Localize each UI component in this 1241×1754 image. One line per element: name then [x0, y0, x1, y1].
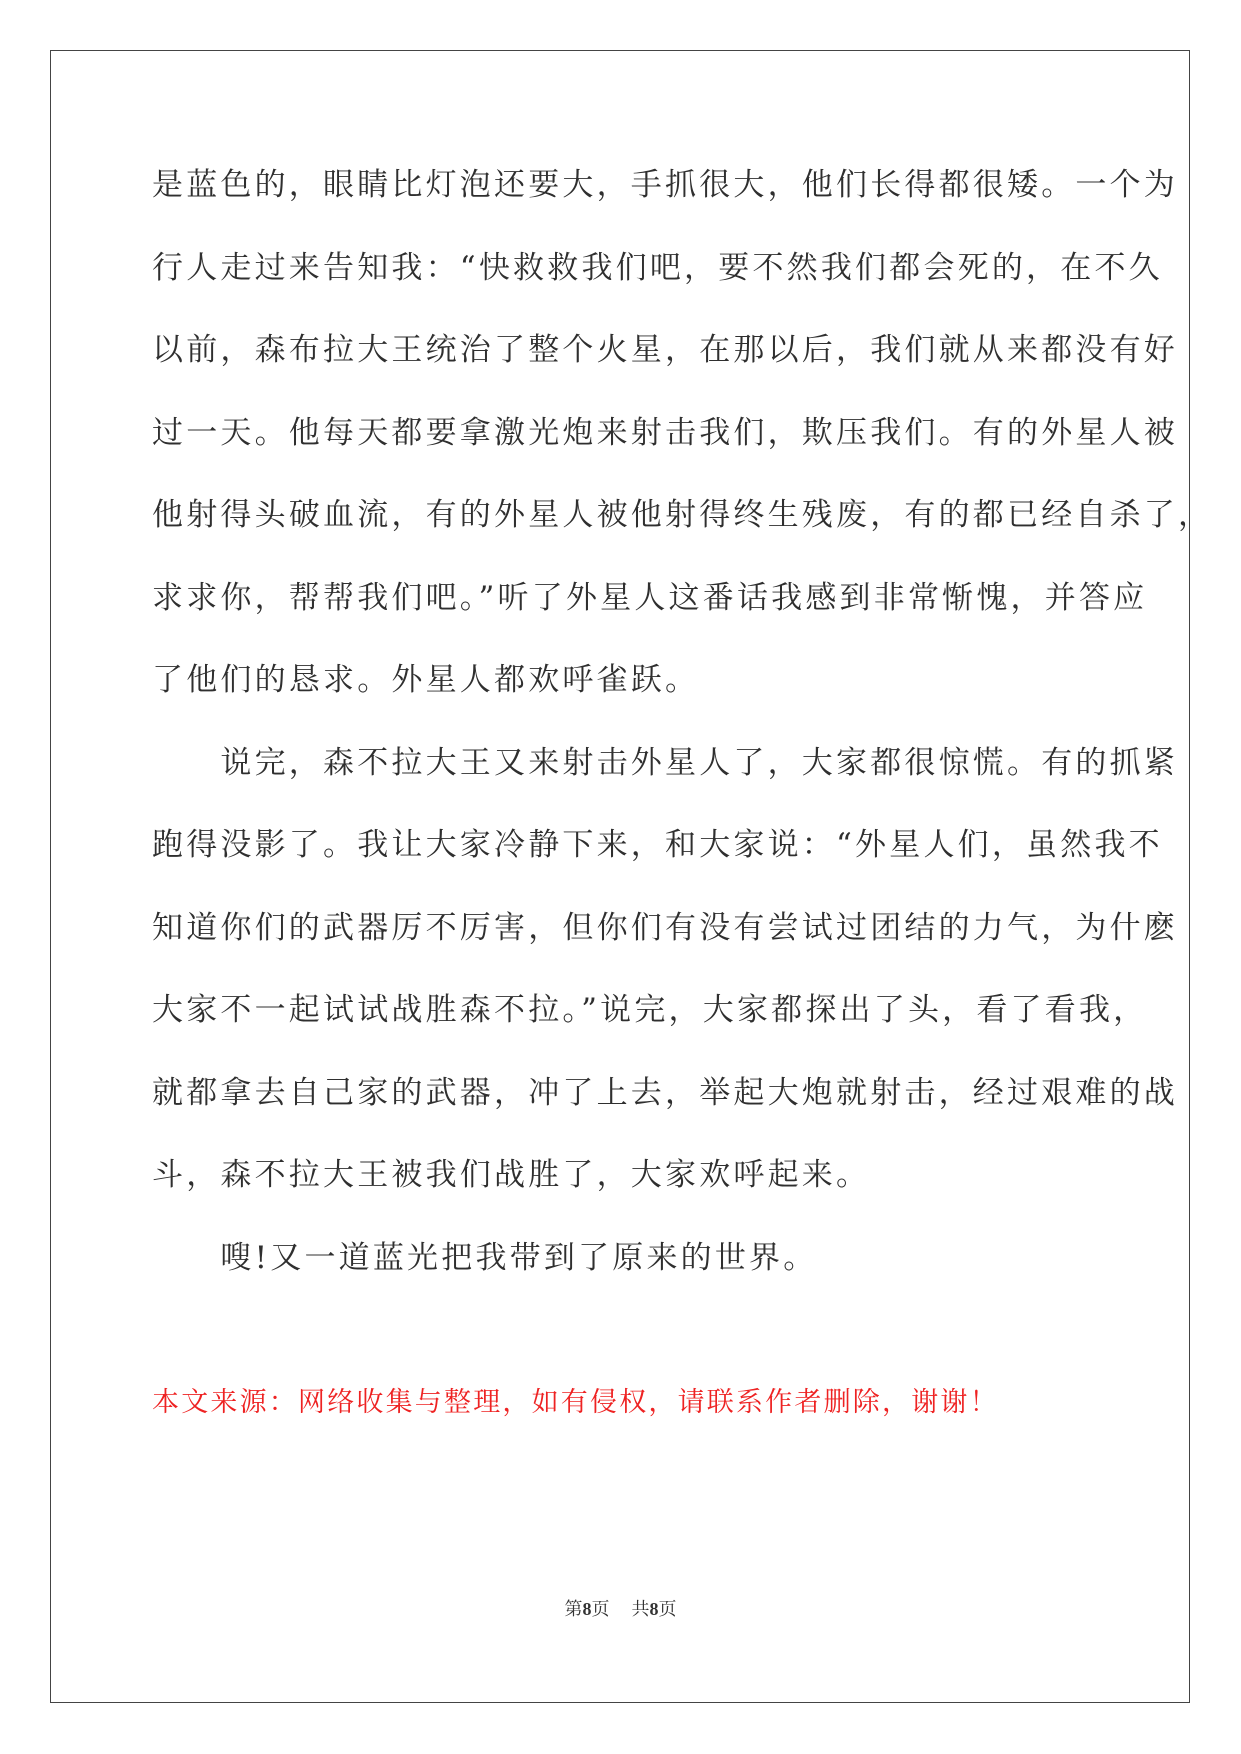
page-footer: [0, 1595, 1241, 1621]
body-line: 求求你，帮帮我们吧。”听了外星人这番话我感到非常惭愧，并答应: [152, 579, 1148, 616]
total-prefix: 共: [631, 1599, 650, 1619]
page-prefix: 第: [564, 1599, 583, 1619]
body-line: 行人走过来告知我：“快救救我们吧，要不然我们都会死的，在不久: [152, 249, 1163, 286]
body-line: 了他们的恳求。外星人都欢呼雀跃。: [152, 662, 700, 698]
body-line: 知道你们的武器厉不厉害，但你们有没有尝试过团结的力气，为什麽: [152, 909, 1178, 946]
article-body: [152, 165, 1213, 1320]
body-line: 他射得头破血流，有的外星人被他射得终生残废，有的都已经自杀了，: [152, 497, 1213, 533]
body-line: 嗖!又一道蓝光把我带到了原来的世界。: [152, 1239, 818, 1276]
body-line: 就都拿去自己家的武器，冲了上去，举起大炮就射击，经过艰难的战: [152, 1074, 1178, 1111]
body-line: 过一天。他每天都要拿激光炮来射击我们，欺压我们。有的外星人被: [152, 414, 1178, 451]
body-line: 斗，森不拉大王被我们战胜了，大家欢呼起来。: [152, 1157, 871, 1193]
page-number: 8: [582, 1599, 592, 1619]
body-line: 跑得没影了。我让大家冷静下来，和大家说：“外星人们，虽然我不: [152, 827, 1163, 863]
total-suffix: 页: [658, 1599, 677, 1619]
body-line: 是蓝色的，眼睛比灯泡还要大，手抓很大，他们长得都很矮。一个为: [152, 167, 1178, 203]
body-line: 以前，森布拉大王统治了整个火星，在那以后，我们就从来都没有好: [152, 332, 1178, 368]
page-suffix: 页: [591, 1599, 610, 1619]
body-line: 大家不一起试试战胜森不拉。”说完，大家都探出了头，看了看我，: [152, 992, 1148, 1028]
body-line: 说完，森不拉大王又来射击外星人了，大家都很惊慌。有的抓紧: [152, 744, 1178, 781]
source-note: 本文来源：网络收集与整理，如有侵权，请联系作者删除，谢谢！: [152, 1387, 999, 1418]
total-pages: 8: [649, 1599, 659, 1619]
